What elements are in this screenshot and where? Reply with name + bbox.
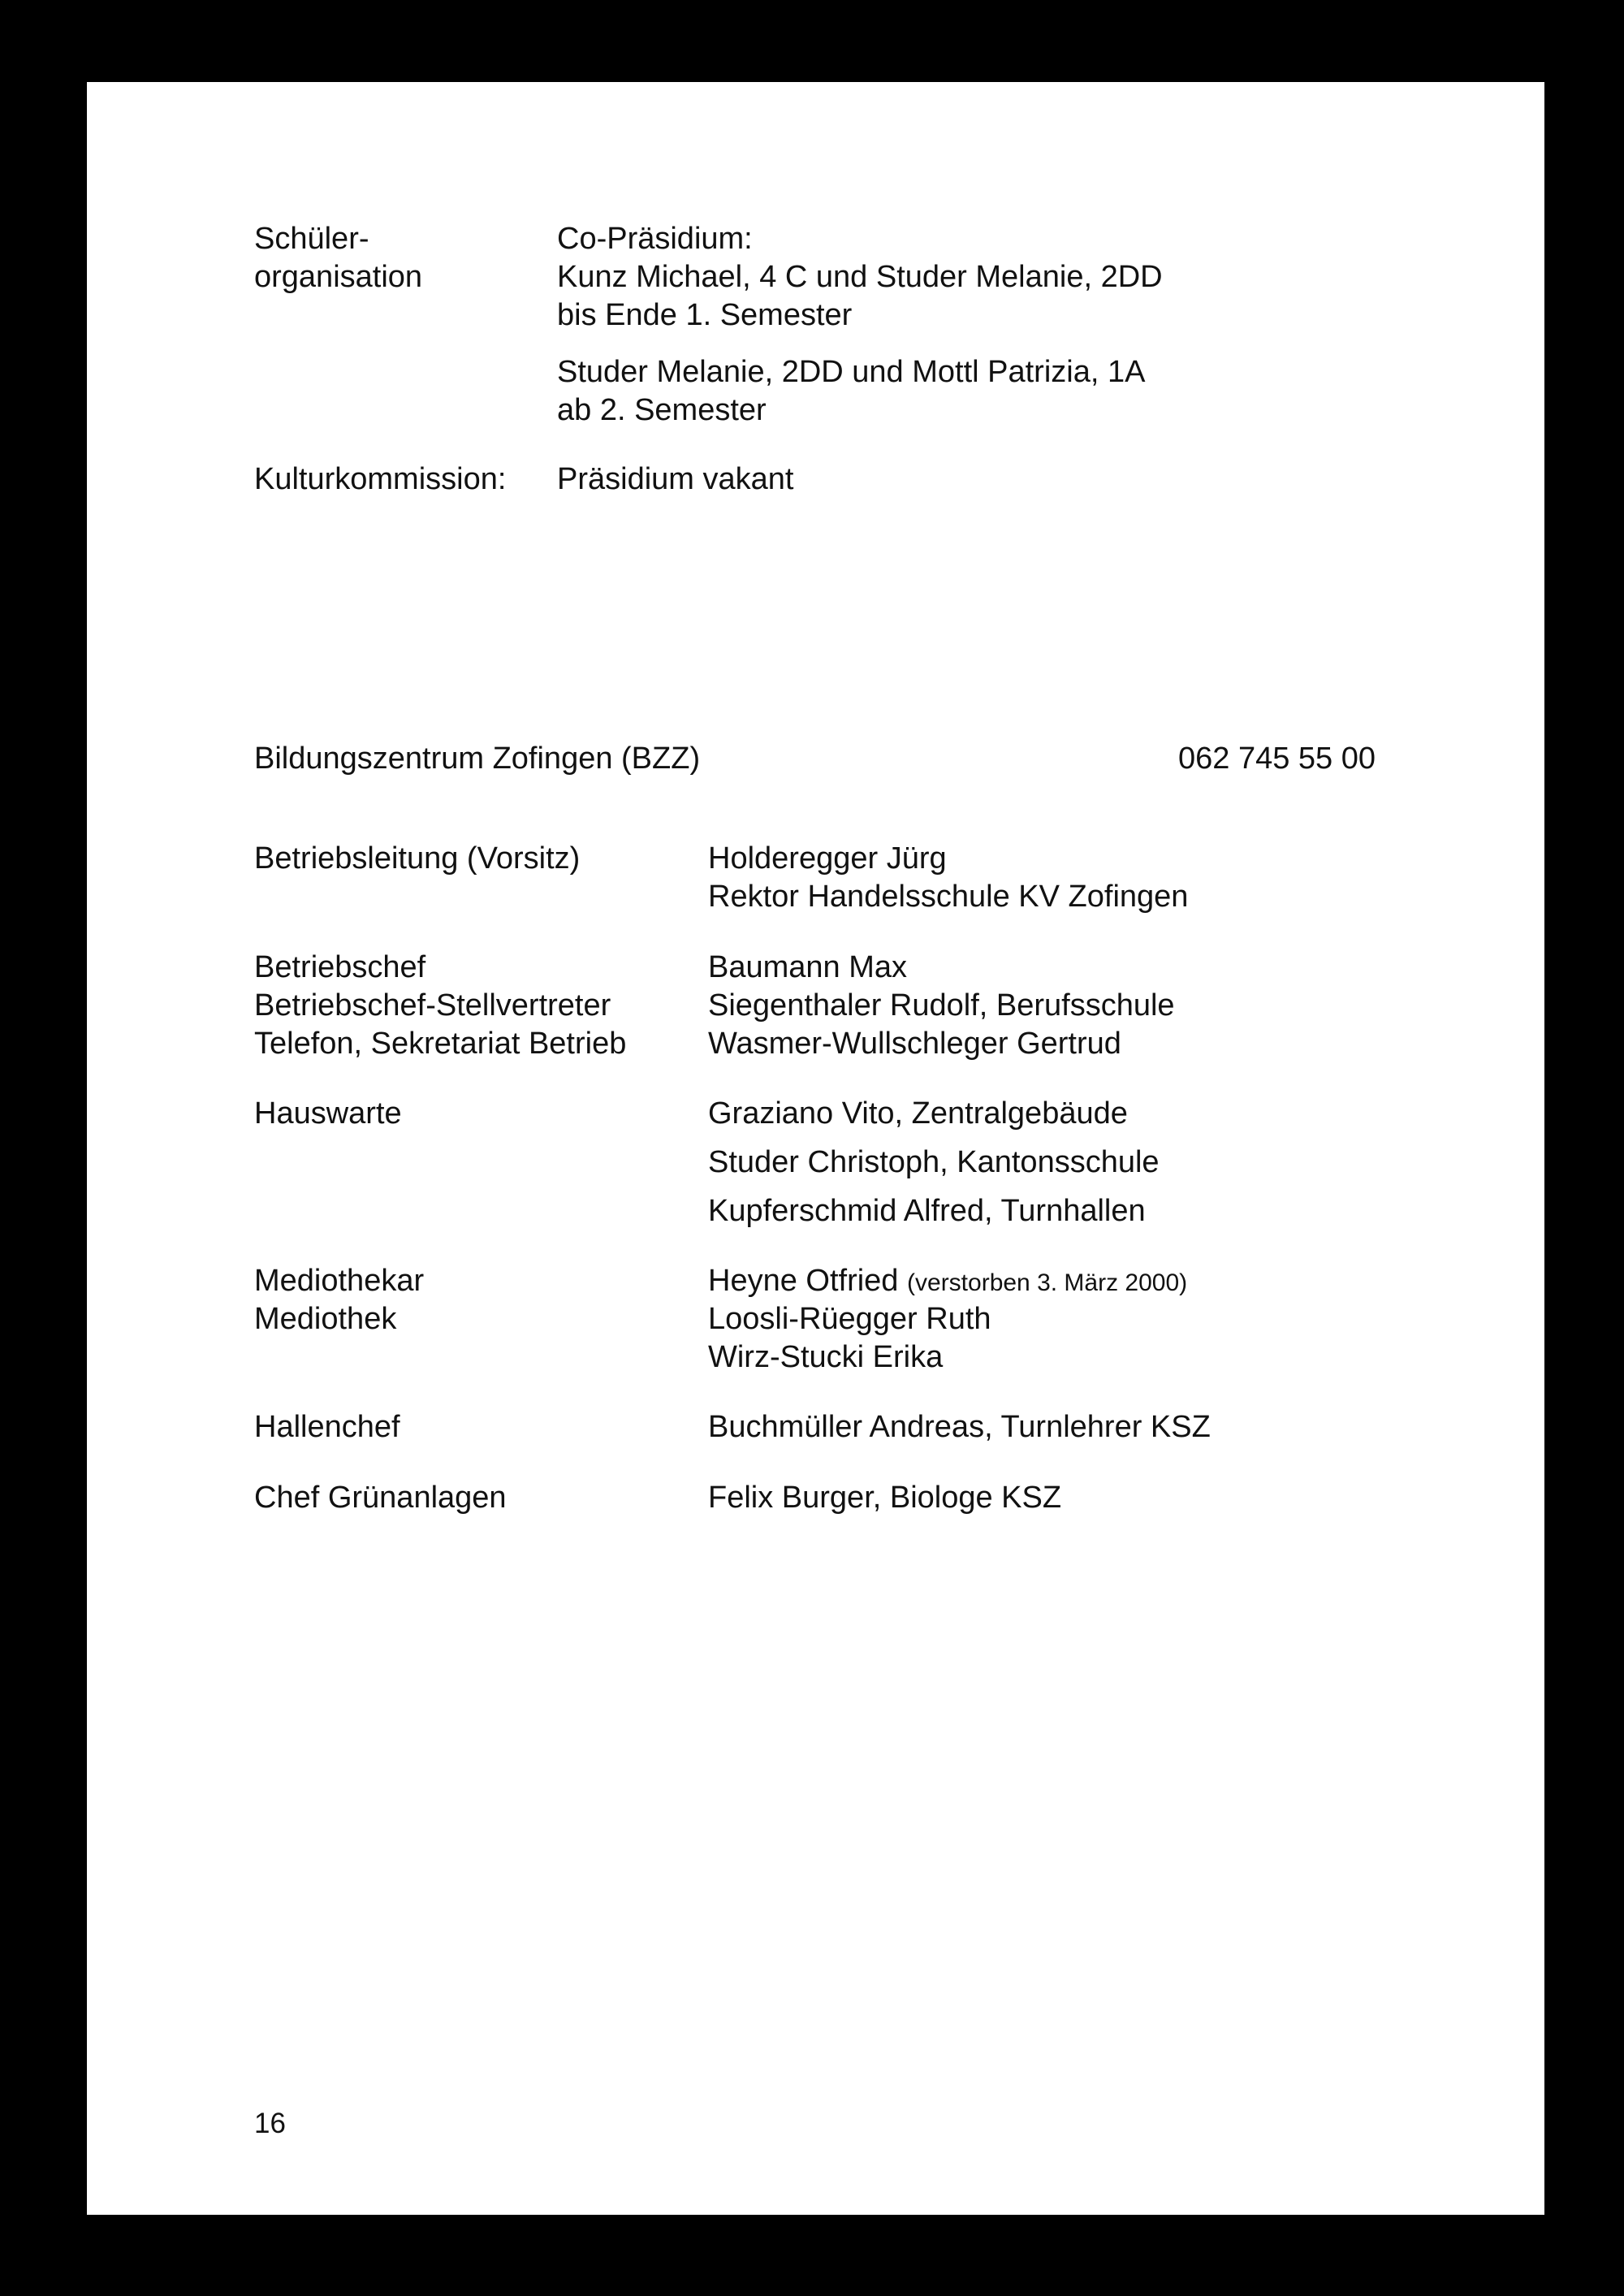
mediothek-label: Mediothek <box>254 1302 397 1336</box>
co-praesidium-line4: ab 2. Semester <box>557 393 767 427</box>
mediothekar-value <box>708 1262 1187 1302</box>
hallenchef-label: Hallenchef <box>254 1410 400 1444</box>
mediothek-value-1: Loosli-Rüegger Ruth <box>708 1302 991 1336</box>
page-number: 16 <box>254 2108 286 2139</box>
mediothekar-note: (verstorben 3. März 2000) <box>907 1269 1188 1296</box>
hauswart-1: Graziano Vito, Zentralgebäude <box>708 1096 1128 1131</box>
sekretariat-label: Telefon, Sekretariat Betrieb <box>254 1027 627 1061</box>
bzz-phone: 062 745 55 00 <box>1178 742 1376 776</box>
co-praesidium-line2: bis Ende 1. Semester <box>557 298 853 332</box>
mediothekar-name: Heyne Otfried <box>708 1264 899 1298</box>
gruenanlagen-label: Chef Grünanlagen <box>254 1481 507 1515</box>
mediothekar-label: Mediothekar <box>254 1264 425 1298</box>
betriebschef-stellvertreter-value: Siegenthaler Rudolf, Berufsschule <box>708 988 1175 1023</box>
kulturkommission-label: Kulturkommission: <box>254 462 507 496</box>
betriebsleitung-label: Betriebsleitung (Vorsitz) <box>254 841 581 876</box>
gruenanlagen-value: Felix Burger, Biologe KSZ <box>708 1481 1062 1515</box>
kulturkommission-value: Präsidium vakant <box>557 462 794 496</box>
hauswart-3: Kupferschmid Alfred, Turnhallen <box>708 1194 1146 1228</box>
co-praesidium-line3: Studer Melanie, 2DD und Mottl Patrizia, 1A <box>557 355 1146 389</box>
betriebschef-stellvertreter-label: Betriebschef-Stellvertreter <box>254 988 611 1023</box>
schuelerorganisation-label-line1: Schüler- <box>254 222 369 256</box>
betriebsleitung-name: Holderegger Jürg <box>708 841 947 876</box>
bzz-title: Bildungszentrum Zofingen (BZZ) <box>254 742 701 776</box>
co-praesidium-line1: Kunz Michael, 4 C und Studer Melanie, 2DD <box>557 260 1163 294</box>
document-page <box>87 82 1544 2215</box>
hauswart-2: Studer Christoph, Kantonsschule <box>708 1145 1160 1179</box>
mediothek-value-2: Wirz-Stucki Erika <box>708 1340 944 1374</box>
sekretariat-value: Wasmer-Wullschleger Gertrud <box>708 1027 1121 1061</box>
betriebschef-label: Betriebschef <box>254 950 426 984</box>
schuelerorganisation-label-line2: organisation <box>254 260 423 294</box>
betriebschef-value: Baumann Max <box>708 950 908 984</box>
hauswarte-label: Hauswarte <box>254 1096 402 1131</box>
hallenchef-value: Buchmüller Andreas, Turnlehrer KSZ <box>708 1410 1211 1444</box>
betriebsleitung-role: Rektor Handelsschule KV Zofingen <box>708 880 1189 914</box>
co-praesidium-heading: Co-Präsidium: <box>557 222 753 256</box>
